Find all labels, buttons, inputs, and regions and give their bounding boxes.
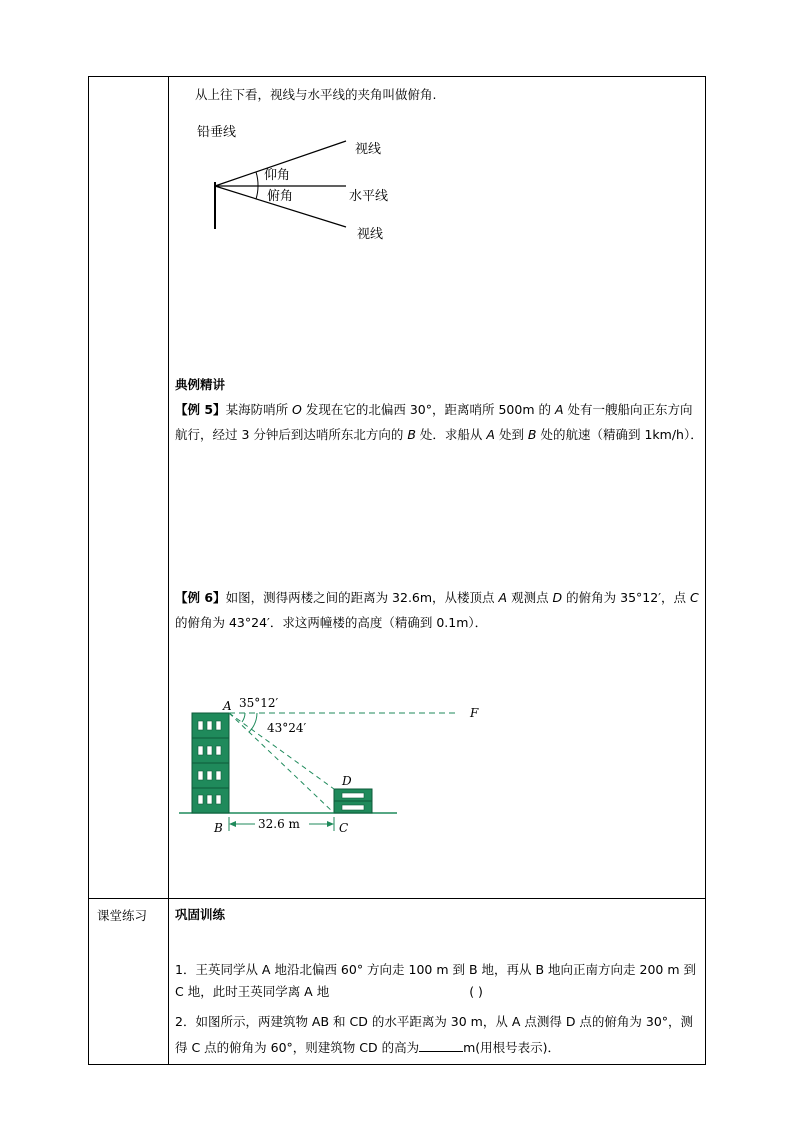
depression-label: 俯角 [267, 189, 294, 204]
example-5-tag: 【例 5】 [175, 402, 226, 417]
short-building [334, 789, 372, 813]
practice-heading: 巩固训练 [175, 907, 226, 922]
example-5: 【例 5】某海防哨所 O 发现在它的北偏西 30°，距离哨所 500m 的 A 处有一艘船向正东方向航行，经过 3 分钟后到达哨所东北方向的 B 处．求船从 A 处到 B 处的航速（精确到 1km/h）． [175, 402, 703, 442]
question-1: 1．王英同学从 A 地沿北偏西 60° 方向走 100 m 到 B 地，再从 B 地向正南方向走 200 m 到 C 地，此时王英同学离 A 地 ( ) [175, 962, 697, 999]
vertical-label: 铅垂线 [197, 125, 237, 140]
angle-arc-2 [249, 713, 257, 732]
point-d-label: D [342, 774, 352, 788]
tall-building [192, 713, 229, 813]
point-c-label: C [339, 821, 349, 835]
elevation-arc [256, 172, 258, 186]
distance-label: 32.6 m [258, 817, 300, 831]
point-a-label: A [223, 699, 232, 713]
sight-lower-label: 视线 [357, 227, 384, 242]
content-table [88, 76, 706, 1065]
sight-upper-label: 视线 [355, 142, 382, 157]
column-divider [168, 77, 169, 1064]
angle-arc-1 [242, 713, 245, 722]
answer-paren: ( ) [469, 984, 483, 999]
example-6-tag: 【例 6】 [175, 590, 226, 605]
angle-label-2: 43°24′ [267, 721, 307, 735]
depression-arc [256, 186, 258, 199]
examples-heading: 典例精讲 [175, 377, 226, 392]
row-divider [89, 898, 705, 899]
point-f-label: F [470, 706, 479, 720]
example-6: 【例 6】如图，测得两楼之间的距离为 32.6m，从楼顶点 A 观测点 D 的俯角为 35°12′，点 C 的俯角为 43°24′．求这两幢楼的高度（精确到 0.1m）． [175, 590, 699, 630]
point-b-label: B [214, 821, 223, 835]
label-practice: 课堂练习 [97, 908, 148, 923]
question-2: 2．如图所示，两建筑物 AB 和 CD 的水平距离为 30 m，从 A 点测得 D 点的俯角为 30°，测得 C 点的俯角为 60°，则建筑物 CD 的高为 m(用根号表示)． [175, 1014, 694, 1055]
angle-label-1: 35°12′ [239, 696, 279, 710]
answer-blank[interactable] [419, 1038, 463, 1052]
elevation-label: 仰角 [264, 168, 291, 183]
horizontal-label: 水平线 [349, 189, 389, 204]
definition-text: 从上往下看，视线与水平线的夹角叫做俯角. [195, 87, 437, 102]
buildings-diagram [179, 691, 499, 836]
angle-diagram [189, 122, 419, 247]
